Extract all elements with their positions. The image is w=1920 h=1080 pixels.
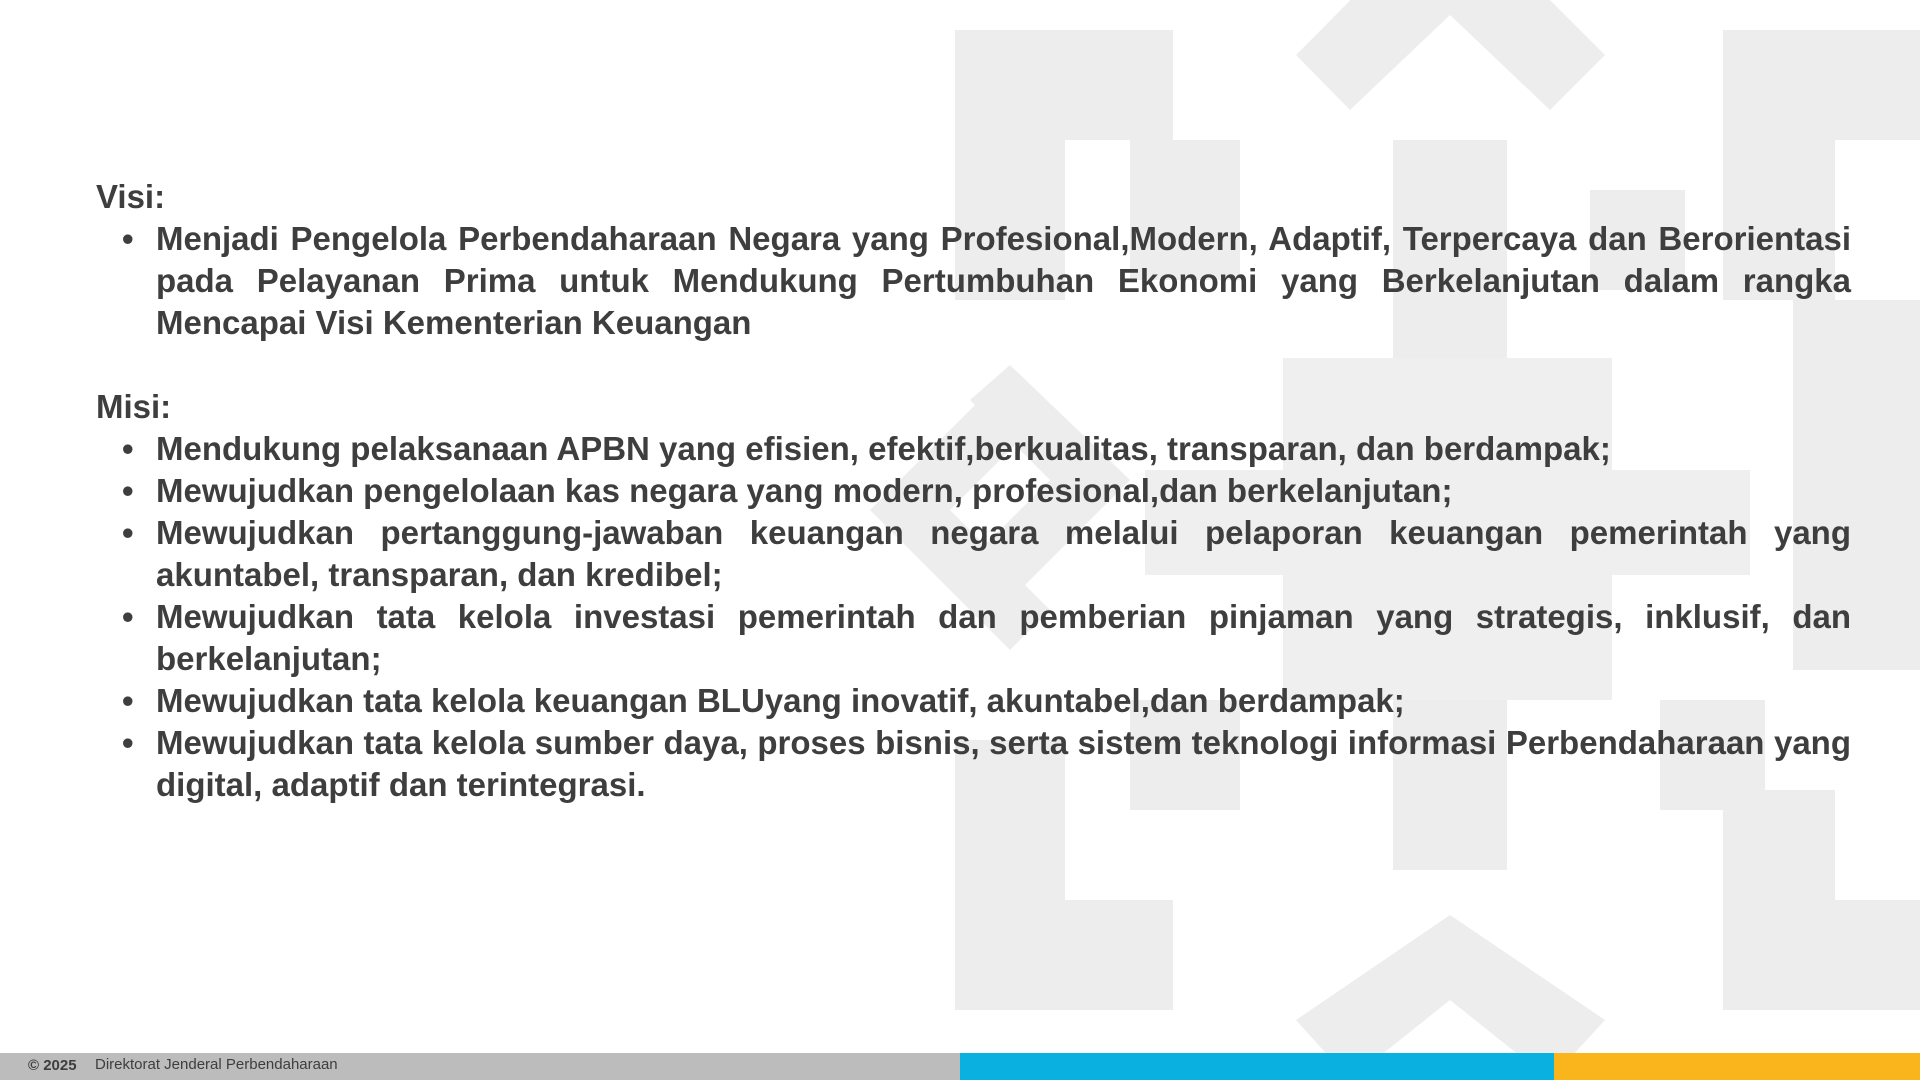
misi-item: • Mewujudkan tata kelola keuangan BLUyang inovatif, akuntabel,dan berdampak;: [156, 680, 1851, 722]
misi-item: • Mewujudkan pengelolaan kas negara yang modern, profesional,dan berkelanjutan;: [156, 470, 1851, 512]
misi-title: Misi:: [96, 388, 172, 425]
misi-item: • Mewujudkan tata kelola investasi pemerintah dan pemberian pinjaman yang strategis, inklusif, dan berkelanjutan;: [156, 596, 1851, 680]
vision-mission-content: [96, 176, 1851, 806]
section-spacer: [96, 344, 1851, 386]
misi-item: • Mendukung pelaksanaan APBN yang efisien, efektif,berkualitas, transparan, dan berdampak;: [156, 428, 1851, 470]
footer-bar: [0, 1053, 1920, 1080]
visi-title: Visi:: [96, 178, 166, 215]
misi-list: [96, 428, 1851, 806]
footer-blue-segment: [960, 1053, 1554, 1080]
visi-item: • Menjadi Pengelola Perbendaharaan Negara yang Profesional,Modern, Adaptif, Terpercaya dan Berorientasi pada Pelayanan Prima untuk Mendukung Pertumbuhan Ekonomi yang Berkelanjutan dalam rangka Mencapai Visi Kementerian Keuangan: [156, 218, 1851, 344]
footer-copyright: © 2025: [28, 1057, 77, 1074]
misi-item: • Mewujudkan tata kelola sumber daya, proses bisnis, serta sistem teknologi informasi Perbendaharaan yang digital, adaptif dan terintegrasi.: [156, 722, 1851, 806]
footer-yellow-segment: [1554, 1053, 1920, 1080]
misi-item: • Mewujudkan pertanggung-jawaban keuangan negara melalui pelaporan keuangan pemerintah yang akuntabel, transparan, dan kredibel;: [156, 512, 1851, 596]
visi-list: [96, 218, 1851, 344]
footer-organization: Direktorat Jenderal Perbendaharaan: [95, 1056, 338, 1073]
